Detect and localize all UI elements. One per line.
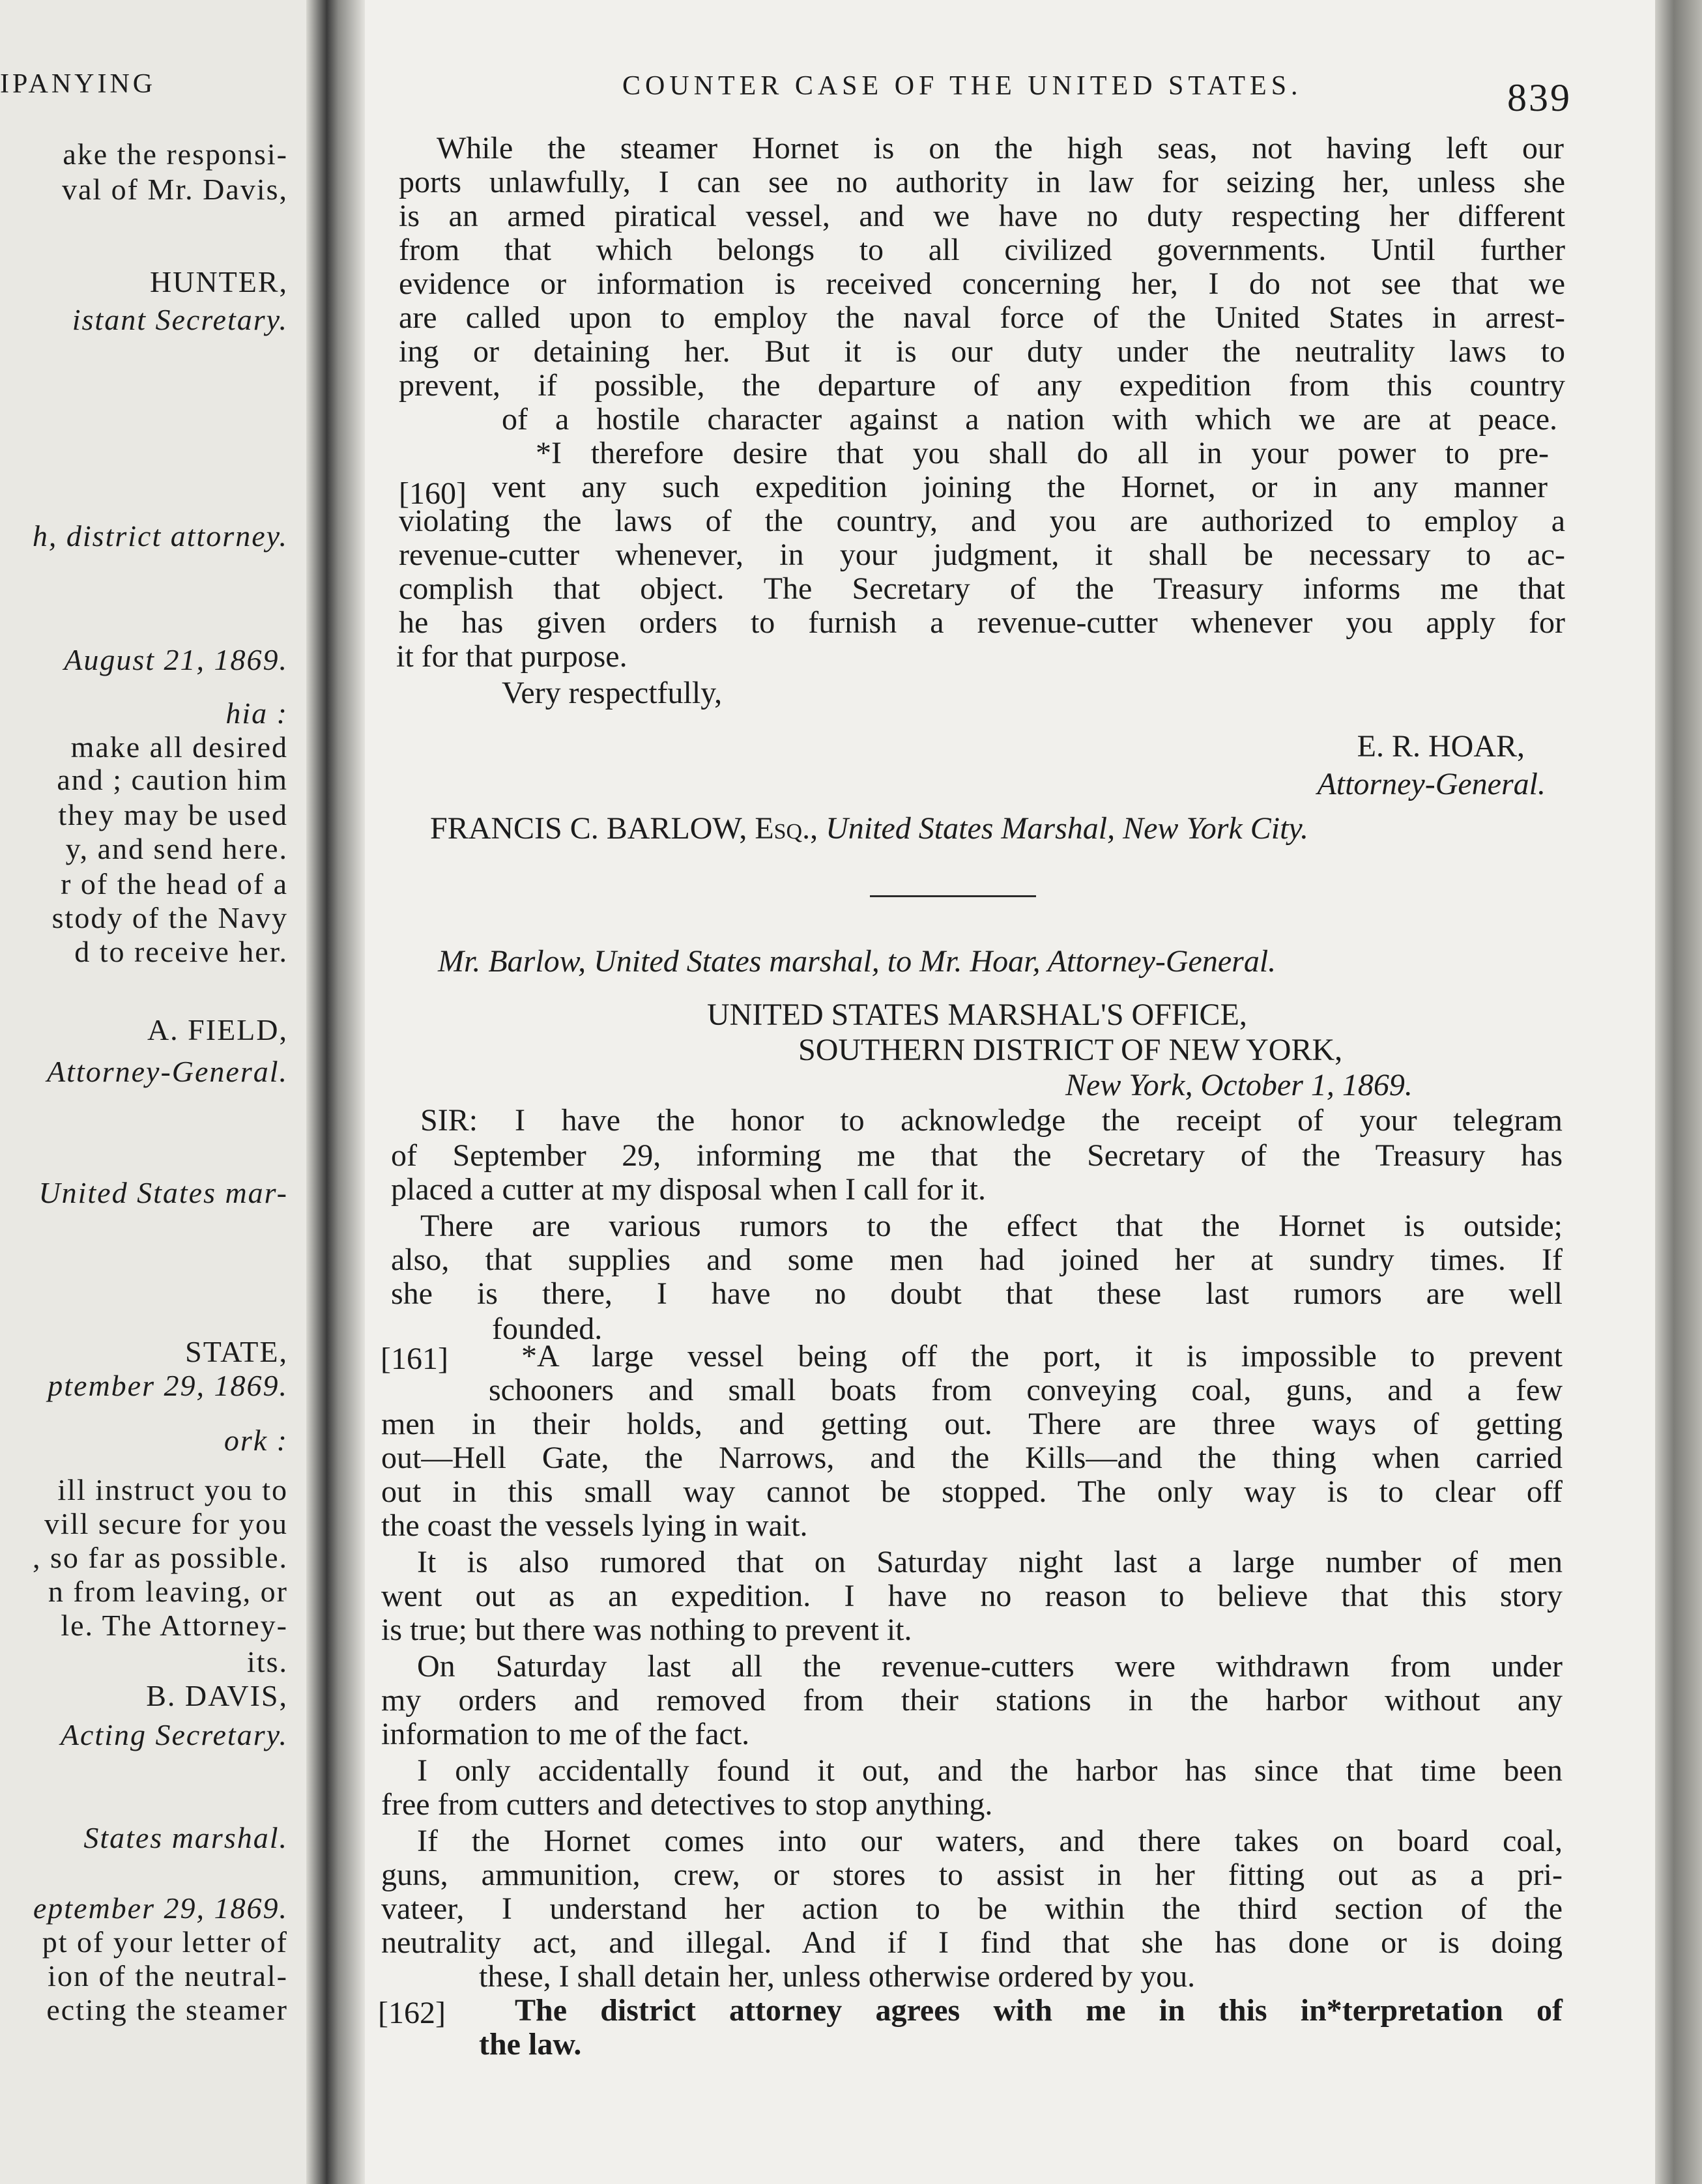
left-page-line: A. FIELD, — [147, 1013, 288, 1046]
text-line: If the Hornet comes into our waters, and there takes on board coal, — [417, 1824, 1563, 1858]
text-line: information to me of the fact. — [381, 1717, 750, 1751]
text-line: neutrality act, and illegal. And if I find that she has done or is doing — [381, 1925, 1563, 1960]
text-line: Very respectfully, — [502, 676, 723, 710]
signature-name — [1357, 731, 1525, 762]
left-page-line: Attorney-General. — [47, 1055, 288, 1088]
text-line: evidence or information is received concerning her, I do not see that we — [399, 266, 1565, 301]
addressee — [430, 813, 1308, 844]
left-page-line: August 21, 1869. — [64, 643, 288, 676]
running-head: COUNTER CASE OF THE UNITED STATES. — [622, 71, 1303, 101]
left-page-line: hia : — [225, 697, 288, 730]
text-line: my orders and removed from their stations in the harbor without any — [381, 1683, 1563, 1717]
text-line: from that which belongs to all civilized governments. Until further — [399, 233, 1565, 267]
office-line-2: SOUTHERN DISTRICT OF NEW YORK, — [798, 1033, 1343, 1067]
left-page-line: vill secure for you — [44, 1507, 288, 1540]
text-line: went out as an expedition. I have no reason to believe that this story — [381, 1579, 1563, 1613]
left-page-line: make all desired — [70, 730, 288, 764]
text-line: men in their holds, and getting out. There are three ways of getting — [381, 1407, 1563, 1441]
left-page-line: they may be used — [58, 798, 288, 831]
left-page-fragment — [0, 0, 306, 2184]
left-page-line: and ; caution him — [57, 763, 288, 796]
text-line: out in this small way cannot be stopped. The only way is to clear off — [381, 1474, 1563, 1509]
text-line: founded. — [492, 1312, 603, 1346]
text-line: is true; but there was nothing to prevent it. — [381, 1613, 912, 1647]
text-line: of a hostile character against a nation with which we are at peace. — [502, 402, 1557, 437]
left-page-line: istant Secretary. — [72, 303, 288, 336]
text-line: There are various rumors to the effect that the Hornet is outside; — [420, 1209, 1563, 1243]
page-gutter — [306, 0, 365, 2184]
left-page-line: stody of the Navy — [51, 901, 288, 934]
left-page-line: eptember 29, 1869. — [33, 1891, 288, 1925]
addressee-name: FRANCIS C. BARLOW, Esq., — [430, 811, 818, 846]
text-line: violating the laws of the country, and you are authorized to employ a — [399, 504, 1565, 538]
text-line: the law. — [479, 2027, 582, 2062]
left-page-line: h, district attorney. — [32, 519, 288, 553]
margin-marker: [162] — [378, 1996, 446, 2030]
text-line: the coast the vessels lying in wait. — [381, 1508, 808, 1543]
left-page-line: STATE, — [185, 1335, 288, 1368]
text-line: guns, ammunition, crew, or stores to assist in her fitting out as a pri- — [381, 1858, 1563, 1892]
left-page-line: United States mar- — [38, 1176, 288, 1209]
page-edge-shadow — [1655, 0, 1702, 2184]
text-line: free from cutters and detectives to stop anything. — [381, 1787, 993, 1822]
text-line: I only accidentally found it out, and the harbor has since that time been — [417, 1753, 1563, 1788]
office-line-1: UNITED STATES MARSHAL'S OFFICE, — [707, 998, 1247, 1032]
text-line: ports unlawfully, I can see no authority in law for seizing her, unless she — [399, 165, 1565, 199]
signature-title: Attorney-General. — [1317, 767, 1546, 801]
text-line: vent any such expedition joining the Hornet, or in any manner — [492, 470, 1548, 504]
text-line: vateer, I understand her action to be within the third section of the — [381, 1891, 1563, 1926]
signature-name-text: E. R. HOAR, — [1357, 729, 1525, 764]
text-line: she is there, I have no doubt that these last rumors are well — [391, 1276, 1563, 1311]
left-page-line: , so far as possible. — [32, 1541, 288, 1574]
page-number: 839 — [1507, 76, 1572, 119]
left-page-line: d to receive her. — [74, 935, 288, 968]
letter-heading: Mr. Barlow, United States marshal, to Mr. Hoar, Attorney-General. — [438, 944, 1276, 979]
text-line: The district attorney agrees with me in this in*terpretation of — [515, 1993, 1563, 2028]
left-page-line: ill instruct you to — [57, 1473, 288, 1506]
main-page — [365, 0, 1655, 2184]
text-line: *I therefore desire that you shall do all in your power to pre- — [536, 436, 1549, 470]
text-line: placed a cutter at my disposal when I call for it. — [391, 1172, 987, 1207]
left-page-line: le. The Attorney- — [61, 1609, 288, 1642]
left-page-line: n from leaving, or — [48, 1575, 288, 1608]
text-line: is an armed piratical vessel, and we have no duty respecting her different — [399, 199, 1565, 233]
text-line: it for that purpose. — [396, 639, 627, 674]
text-line: I have the honor to acknowledge the receipt of your telegram — [515, 1103, 1563, 1138]
left-page-line: val of Mr. Davis, — [61, 173, 288, 206]
text-line: out—Hell Gate, the Narrows, and the Kills—and the thing when carried — [381, 1441, 1563, 1475]
left-page-line: HUNTER, — [149, 265, 288, 298]
margin-marker: [161] — [381, 1342, 448, 1376]
salutation: SIR: — [420, 1103, 478, 1138]
text-line: On Saturday last all the revenue-cutters were withdrawn from under — [417, 1649, 1563, 1684]
text-line: he has given orders to furnish a revenue-cutter whenever you apply for — [399, 605, 1565, 640]
margin-marker: [160] — [399, 476, 467, 511]
left-page-line: Acting Secretary. — [60, 1718, 288, 1751]
left-page-line: IPANYING — [0, 69, 156, 99]
left-page-line: pt of your letter of — [42, 1925, 288, 1959]
text-line: *A large vessel being off the port, it is impossible to prevent — [521, 1339, 1563, 1373]
text-line: complish that object. The Secretary of the Treasury informs me that — [399, 571, 1565, 606]
text-line: While the steamer Hornet is on the high seas, not having left our — [437, 131, 1564, 165]
left-page-line: States marshal. — [83, 1821, 288, 1854]
left-page-line: its. — [247, 1645, 288, 1678]
left-page-line: ptember 29, 1869. — [48, 1369, 288, 1402]
left-page-line: y, and send here. — [65, 832, 288, 865]
text-line: ing or detaining her. But it is our duty under the neutrality laws to — [399, 334, 1565, 369]
text-line: these, I shall detain her, unless otherwise ordered by you. — [479, 1959, 1196, 1994]
text-line: schooners and small boats from conveying coal, guns, and a few — [489, 1373, 1563, 1407]
section-divider — [870, 895, 1036, 897]
left-page-line: B. DAVIS, — [146, 1679, 288, 1712]
text-line: revenue-cutter whenever, in your judgment, it shall be necessary to ac- — [399, 538, 1565, 572]
left-page-line: r of the head of a — [61, 867, 288, 900]
text-line: of September 29, informing me that the Secretary of the Treasury has — [391, 1138, 1563, 1173]
left-page-line: ork : — [224, 1424, 288, 1457]
text-line: are called upon to employ the naval force of the United States in arrest- — [399, 300, 1565, 335]
left-page-line: ion of the neutral- — [48, 1959, 288, 1992]
text-line: prevent, if possible, the departure of any expedition from this country — [399, 368, 1565, 403]
text-line: It is also rumored that on Saturday night last a large number of men — [417, 1545, 1563, 1579]
office-date: New York, October 1, 1869. — [1065, 1068, 1413, 1102]
text-line: also, that supplies and some men had joined her at sundry times. If — [391, 1243, 1563, 1277]
left-page-line: ake the responsi- — [63, 137, 288, 171]
addressee-title: United States Marshal, New York City. — [826, 811, 1309, 846]
left-page-line: ecting the steamer — [46, 1993, 288, 2026]
